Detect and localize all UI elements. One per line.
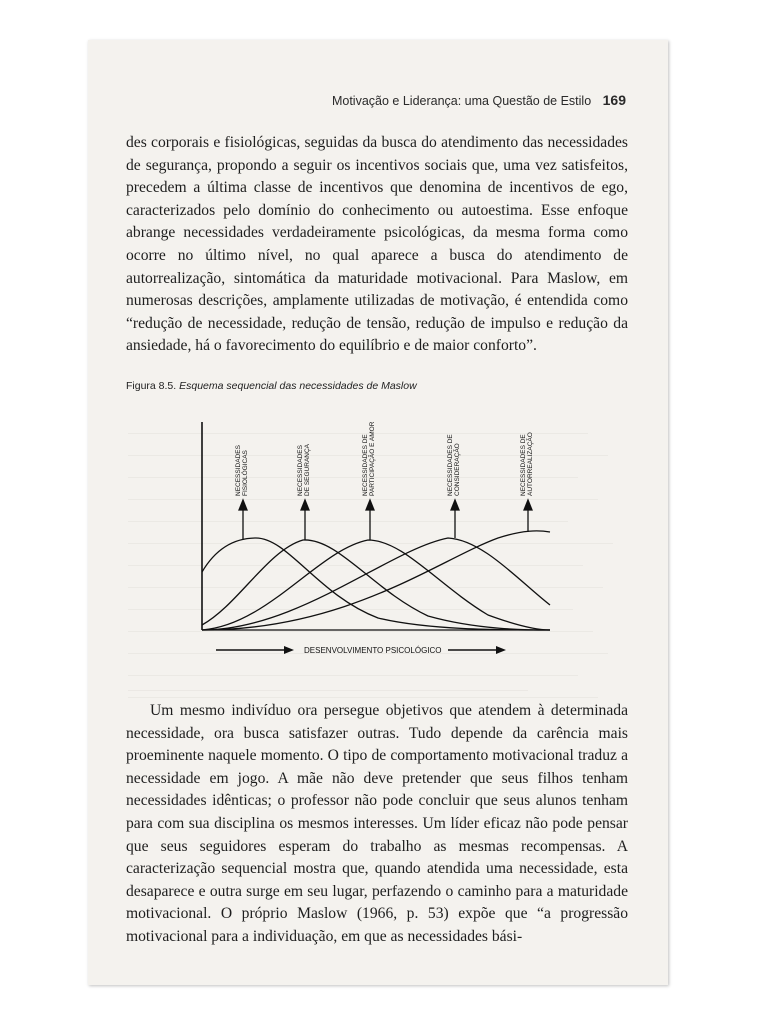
curve-self-actualization — [202, 531, 550, 630]
need-label-belonging-line2: PARTICIPAÇÃO E AMOR — [369, 421, 376, 496]
need-label-safety-line2: DE SEGURANÇA — [304, 443, 311, 496]
arrow-self-actualization-icon — [524, 500, 532, 510]
x-axis-label: DESENVOLVIMENTO PSICOLÓGICO — [304, 646, 442, 655]
need-label-esteem-line1: NECESSIDADES DE — [447, 434, 454, 496]
curve-safety — [202, 540, 550, 630]
show-through-texture-lower — [128, 680, 628, 691]
caption-title: Esquema sequencial das necessidades de Maslow — [179, 380, 417, 392]
bottom-text-block — [126, 700, 628, 949]
dev-arrow-right-icon — [496, 646, 506, 654]
arrows — [239, 500, 532, 540]
bottom-paragraph: Um mesmo indivíduo ora persegue objetivos que atendem à determinada necessidade, ora busca satisfazer outras. Tudo depende da carência mais proeminente naquele momento. O tipo de comportamento motivacional traduz a necessidade em jogo. A mãe não deve pretender que seus filhos tenham necessidades idênticas; o professor não pode concluir que seus alunos tenham para com sua disciplina os mesmos interesses. Um líder eficaz não pode pensar que seus seguidores esperam do trabalho as mesmas recompensas. A caracterização sequencial mostra que, quando atendida uma necessidade, esta desaparece e outra surge em seu lugar, perfazendo o caminho para a maturidade motivacional. O próprio Maslow (1966, p. 53) expõe que “a progressão motivacional para a individuação, em que as necessidades bási- — [126, 702, 628, 945]
need-label-safety — [297, 443, 311, 496]
top-paragraph: des corporais e fisiológicas, seguidas da busca do atendimento das necessidades de segurança, propondo a seguir os incentivos sociais que, uma vez satisfeitos, precedem a última classe de incentivos que denomina de incentivos de ego, caracterizados pelo domínio do conhecimento ou autoestima. Esse enfoque abrange necessidades verdadeiramente psicológicas, da mesma forma como ocorre no último nível, no qual aparece a busca do atendimento de autorrealização, sintomática da maturidade motivacional. Para Maslow, em numerosas descrições, amplamente utilizadas de motivação, é entendida como “redução de necessidade, redução de tensão, redução de impulso e redução da ansiedade, há o favorecimento do equilíbrio e de maior conforto”. — [126, 134, 628, 355]
figure-caption — [126, 380, 628, 392]
arrow-physiological-icon — [239, 500, 247, 510]
need-label-physiological — [235, 444, 249, 496]
curve-belonging — [202, 540, 550, 630]
maslow-figure — [198, 420, 558, 678]
caption-label: Figura 8.5. — [126, 380, 177, 392]
need-label-safety-line1: NECESSIDADES — [297, 445, 304, 496]
top-text-block — [126, 132, 628, 358]
need-label-physiological-line2: FISIOLÓGICAS — [242, 450, 249, 496]
curve-esteem — [202, 538, 550, 630]
curve-physiological — [202, 538, 550, 630]
need-label-self-actualization-line1: NECESSIDADES DE — [520, 434, 527, 496]
arrow-esteem-icon — [451, 500, 459, 510]
dev-arrow-left-icon — [284, 646, 294, 654]
maslow-diagram — [198, 420, 558, 678]
need-label-belonging — [362, 421, 376, 496]
need-label-self-actualization-line2: AUTORREALIZAÇÃO — [527, 432, 534, 496]
need-label-esteem — [447, 434, 461, 496]
need-label-self-actualization — [520, 432, 534, 496]
page-number: 169 — [602, 92, 626, 108]
running-title: Motivação e Liderança: uma Questão de Estilo — [331, 94, 592, 108]
need-label-esteem-line2: CONSIDERAÇÃO — [454, 443, 461, 496]
running-header — [88, 92, 626, 108]
arrow-safety-icon — [301, 500, 309, 510]
book-page — [88, 40, 668, 985]
arrow-belonging-icon — [366, 500, 374, 510]
need-label-physiological-line1: NECESSIDADES — [235, 445, 242, 496]
need-label-belonging-line1: NECESSIDADES DE — [362, 434, 369, 496]
